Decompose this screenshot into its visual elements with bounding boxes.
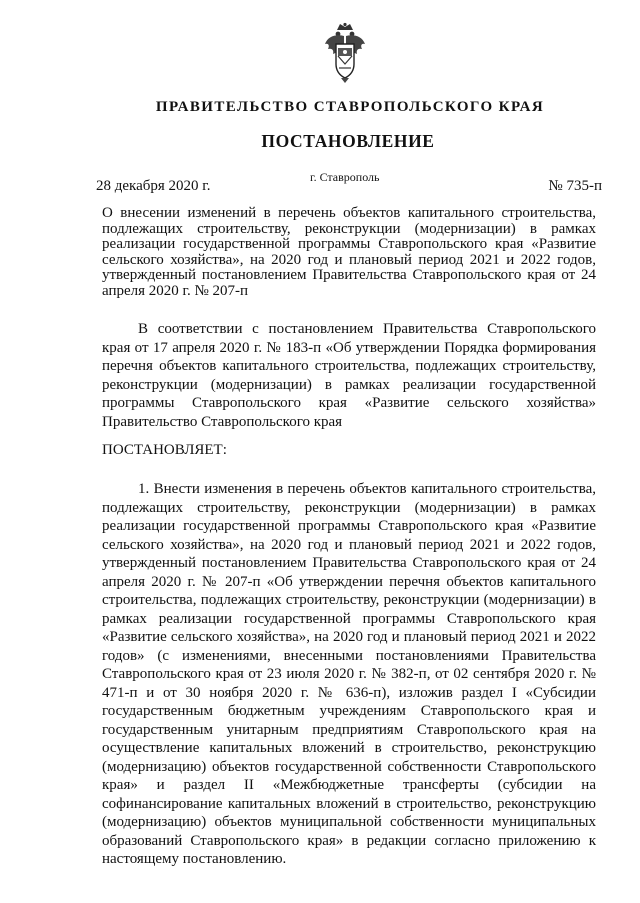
stavropol-coat-of-arms-icon [322,22,368,84]
city-label: г. Ставрополь [310,170,380,184]
item-1-paragraph: 1. Внести изменения в перечень объектов капитального строительства, подлежащих строительству, реконструкции (модернизации) в рамках реализации государственной программы Ставропольского края «Развитие сельского хозяйства», на 2020 год и плановый период 2021 и 2022 годов, утвержденный постановлением Правительства Ставропольского края от 24 апреля 2020 г. № 207-п «Об утверждении перечня объектов капитального строительства, подлежащих строительству, реконструкции (модернизации) в рамках реализации государственной программы Ставропольского края «Развитие сельского хозяйства», на 2020 год и плановый период 2021 и 2022 годов» (с изменениями, внесенными постановлениями Правительства Ставропольского края от 23 июля 2020 г. № 382-п, от 02 сентября 2020 г. № 471-п и от 30 ноября 2020 г. № 636-п), изложив раздел I «Субсидии государственным бюджетным учреждениям Ставропольского края и государственным унитарным предприятиям Ставропольского края на осуществление капитальных вложений в строительство, реконструкцию (модернизацию) объектов государственной собственности Ставропольского края» и раздел II «Межбюджетные трансферты (субсидии на софинансирование капитальных вложений в строительство, реконструкцию (модернизацию) объектов муниципальной собственности муниципальных образований Ставропольского края» в редакции согласно приложению к настоящему постановлению. [102,481,596,867]
document-type-title: ПОСТАНОВЛЕНИЕ [261,131,435,151]
document-subject: О внесении изменений в перечень объектов капитального строительства, подлежащих строительству, реконструкции (модернизации) в рамках реализации государственной программы Ставропольского края «Развитие сельского хозяйства», на 2020 год и плановый период 2021 и 2022 годов, утвержденный постановлением Правительства Ставропольского края от 24 апреля 2020 г. № 207-п [102,205,596,299]
resolves-heading: ПОСТАНОВЛЯЕТ: [102,442,227,458]
document-date: 28 декабря 2020 г. [96,178,211,194]
document-number: № 735-п [548,178,602,194]
government-title: ПРАВИТЕЛЬСТВО СТАВРОПОЛЬСКОГО КРАЯ [155,99,545,115]
basis-paragraph: В соответствии с постановлением Правительства Ставропольского края от 17 апреля 2020 г. № 183-п «Об утверждении Порядка формирования перечня объектов капитального строительства, подлежащих строительству, реконструкции (модернизации) в рамках реализации государственной программы Ставропольского края «Развитие сельского хозяйства» Правительство Ставропольского края [102,321,596,430]
